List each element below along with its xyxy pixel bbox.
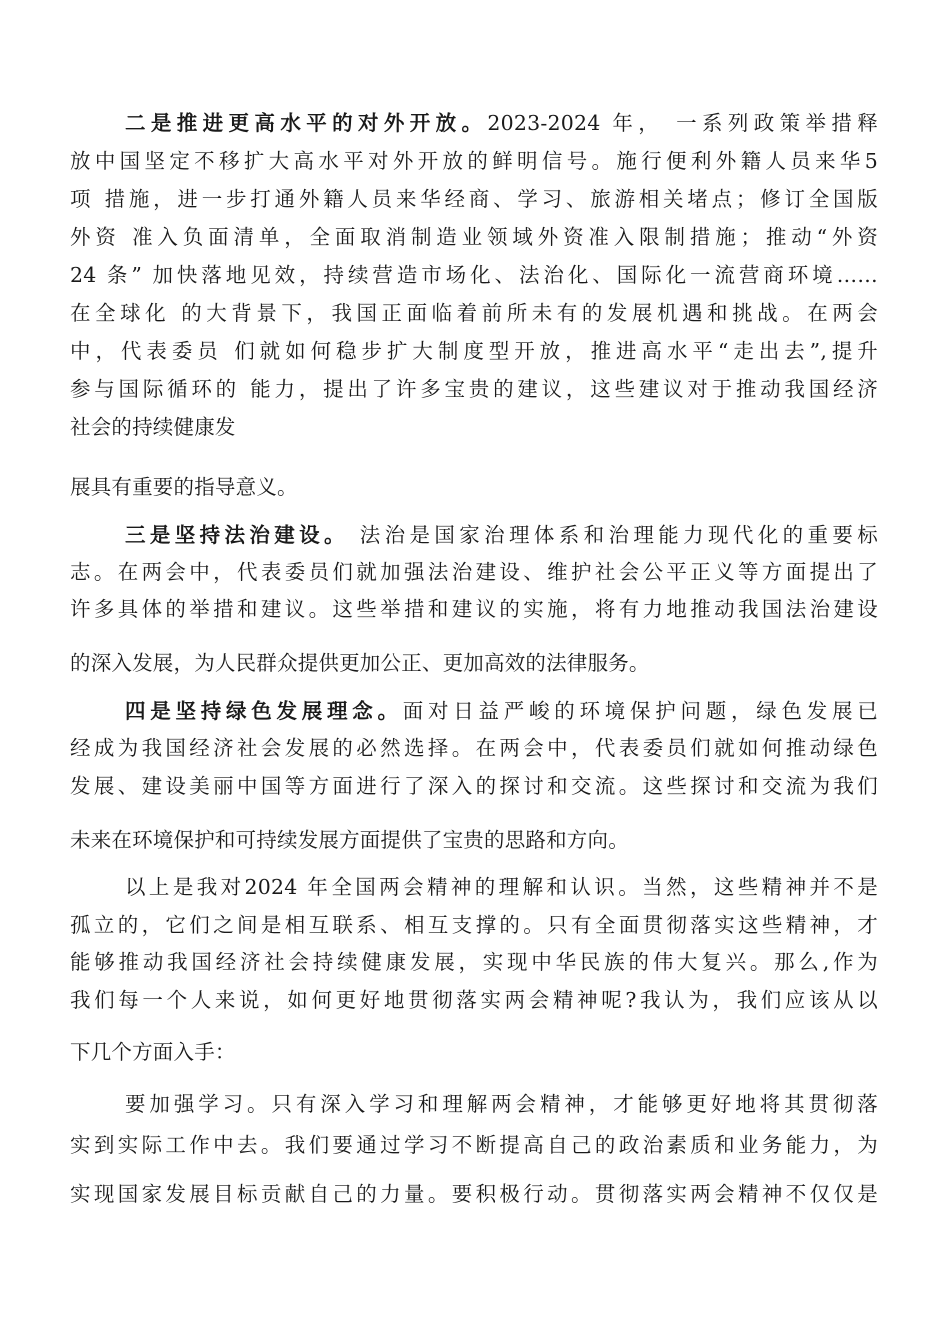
paragraph-line: 实到实际工作中去。我们要通过学习不断提高自己的政治素质和业务能力，为 (70, 1133, 878, 1157)
paragraph-heading: 二是推进更高水平的对外开放。 (125, 111, 488, 135)
paragraph-line (125, 696, 878, 726)
paragraph-line: 能够推动我国经济社会持续健康发展，实现中华民族的伟大复兴。那么,作为 (70, 950, 878, 974)
paragraph-heading: 三是坚持法治建设。 (125, 523, 349, 547)
paragraph-line: 经成为我国经济社会发展的必然选择。在两会中，代表委员们就如何推动绿色 (70, 736, 878, 760)
paragraph-line: 在全球化 的大背景下，我国正面临着前所未有的发展机遇和挑战。在两会 (70, 301, 878, 325)
paragraph-line: 放中国坚定不移扩大高水平对外开放的鲜明信号。施行便利外籍人员来华5 (70, 149, 878, 173)
paragraph-line: 下几个方面入手： (70, 1040, 236, 1064)
paragraph-heading: 四是坚持绿色发展理念。 (125, 699, 403, 723)
paragraph-line: 以上是我对2024 年全国两会精神的理解和认识。当然，这些精神并不是 (125, 875, 878, 899)
paragraph-line: 外资 准入负面清单，全面取消制造业领域外资准入限制措施；推动“外资 (70, 225, 878, 249)
paragraph-line: 我们每一个人来说，如何更好地贯彻落实两会精神呢?我认为，我们应该从以 (70, 988, 878, 1012)
paragraph-line: 许多具体的举措和建议。这些举措和建议的实施，将有力地推动我国法治建设 (70, 597, 878, 621)
paragraph-text: 法治是国家治理体系和治理能力现代化的重要标 (348, 523, 878, 547)
paragraph-line: 发展、建设美丽中国等方面进行了深入的探讨和交流。这些探讨和交流为我们 (70, 774, 878, 798)
paragraph-text: 2023-2024 年， 一系列政策举措释 (487, 111, 878, 135)
paragraph-line: 志。在两会中，代表委员们就加强法治建设、维护社会公平正义等方面提出了 (70, 560, 878, 584)
paragraph-line (125, 520, 878, 550)
paragraph-line (125, 108, 878, 138)
paragraph-line: 中，代表委员 们就如何稳步扩大制度型开放，推进高水平“走出去”,提升 (70, 339, 878, 363)
paragraph-line: 社会的持续健康发 (70, 415, 236, 439)
paragraph-line: 24 条” 加快落地见效，持续营造市场化、法治化、国际化一流营商环境…… (70, 263, 878, 287)
paragraph-text: 面对日益严峻的环境保护问题，绿色发展已 (402, 699, 878, 723)
paragraph-line: 孤立的，它们之间是相互联系、相互支撑的。只有全面贯彻落实这些精神，才 (70, 913, 878, 937)
paragraph-line: 展具有重要的指导意义。 (70, 475, 298, 499)
paragraph-line: 的深入发展，为人民群众提供更加公正、更加高效的法律服务。 (70, 651, 650, 675)
paragraph-line: 实现国家发展目标贡献自己的力量。要积极行动。贯彻落实两会精神不仅仅是 (70, 1182, 878, 1206)
paragraph-line: 要加强学习。只有深入学习和理解两会精神，才能够更好地将其贯彻落 (125, 1092, 878, 1116)
paragraph-line: 参与国际循环的 能力，提出了许多宝贵的建议，这些建议对于推动我国经济 (70, 377, 878, 401)
paragraph-line: 项 措施，进一步打通外籍人员来华经商、学习、旅游相关堵点；修订全国版 (70, 187, 878, 211)
paragraph-line: 未来在环境保护和可持续发展方面提供了宝贵的思路和方向。 (70, 828, 629, 852)
